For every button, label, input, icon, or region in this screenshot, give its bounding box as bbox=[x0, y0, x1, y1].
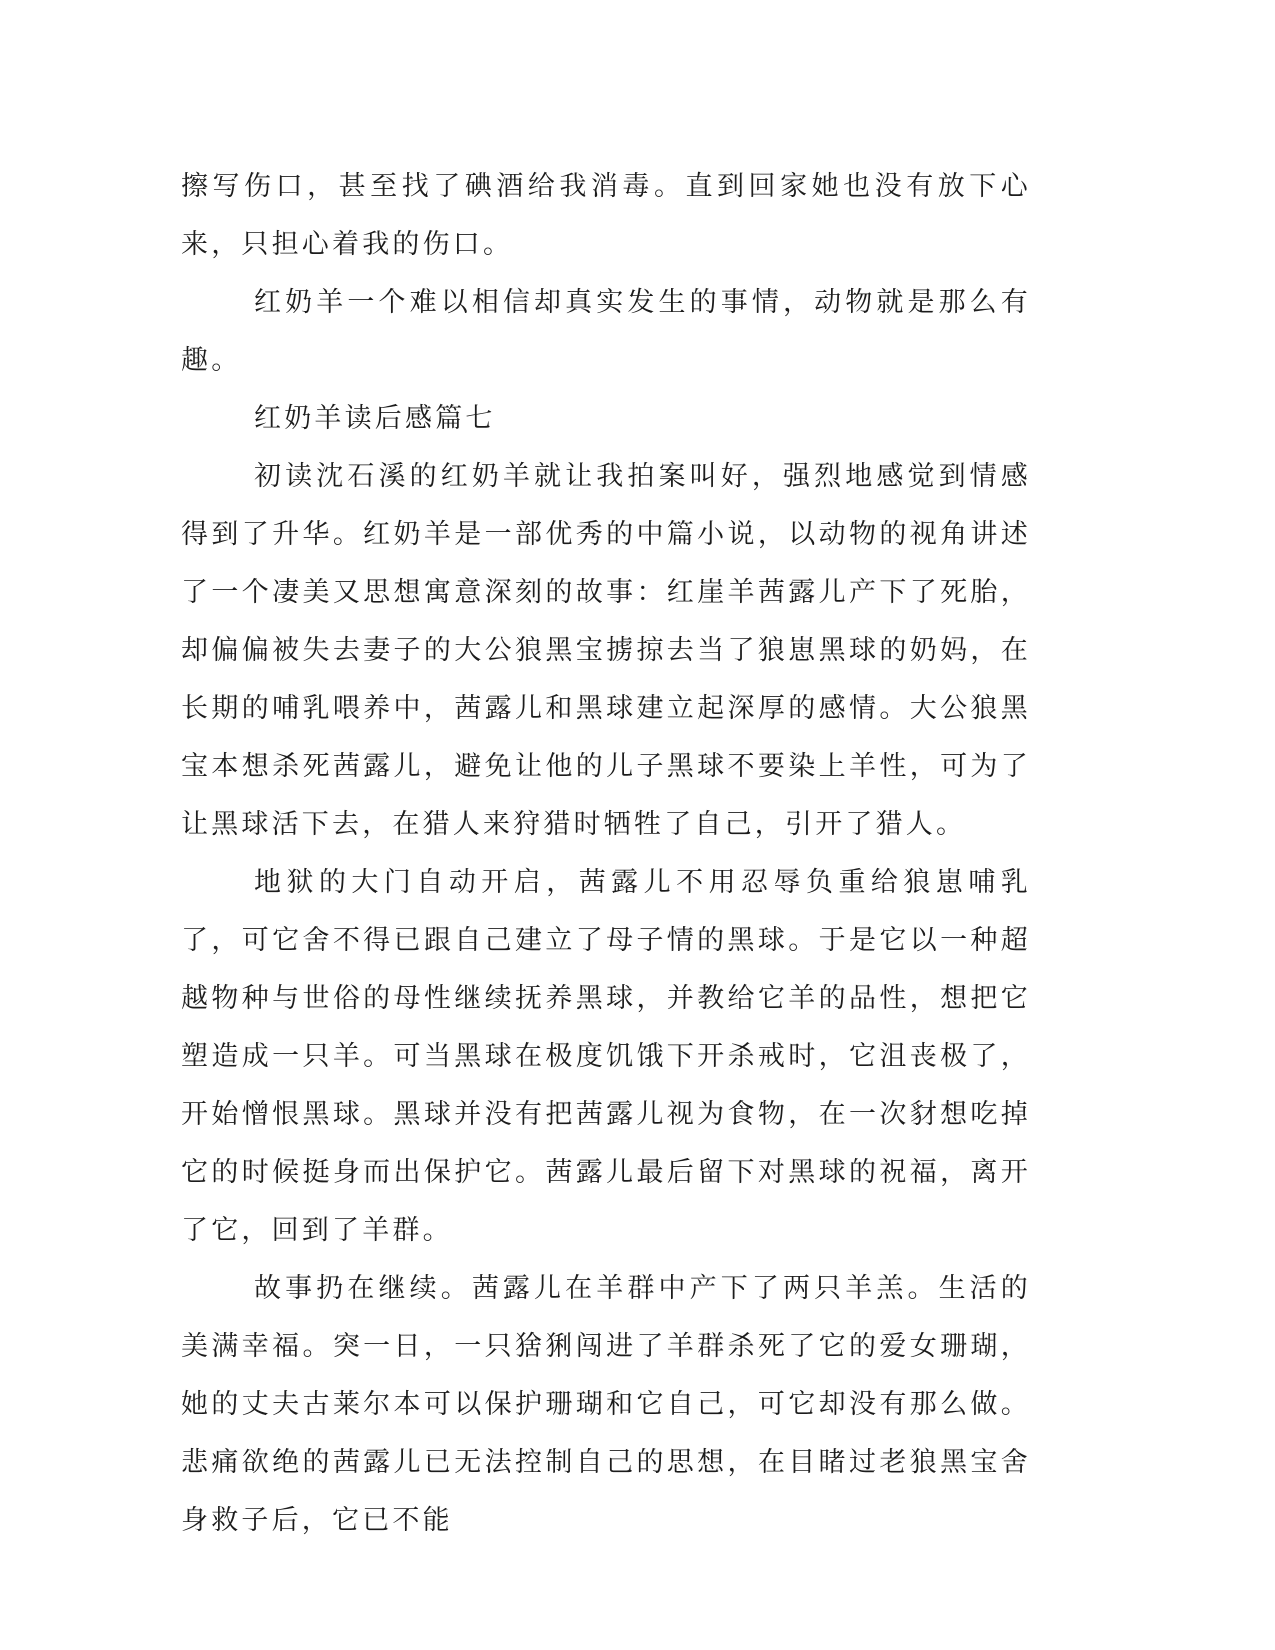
paragraph-story-middle: 地狱的大门自动开启，茜露儿不用忍辱负重给狼崽哺乳了，可它舍不得已跟自己建立了母子情的黑球。于是它以一种超越物种与世俗的母性继续抚养黑球，并教给它羊的品性，想把它塑造成一只羊。可当黑球在极度饥饿下开杀戒时，它沮丧极了，开始憎恨黑球。黑球并没有把茜露儿视为食物，在一次豺想吃掉它的时候挺身而出保护它。茜露儿最后留下对黑球的祝福，离开了它，回到了羊群。 bbox=[181, 867, 1031, 1246]
paragraph-intro: 初读沈石溪的红奶羊就让我拍案叫好，强烈地感觉到情感得到了升华。红奶羊是一部优秀的中篇小说，以动物的视角讲述了一个凄美又思想寓意深刻的故事：红崖羊茜露儿产下了死胎，却偏偏被失去妻子的大公狼黑宝掳掠去当了狼崽黑球的奶妈，在长期的哺乳喂养中，茜露儿和黑球建立起深厚的感情。大公狼黑宝本想杀死茜露儿，避免让他的儿子黑球不要染上羊性，可为了让黑球活下去，在猎人来狩猎时牺牲了自己，引开了猎人。 bbox=[181, 461, 1031, 840]
paragraph-summary: 红奶羊一个难以相信却真实发生的事情，动物就是那么有趣。 bbox=[181, 287, 1031, 376]
document-body bbox=[181, 158, 1031, 1550]
paragraph-story-continues: 故事扔在继续。茜露儿在羊群中产下了两只羊羔。生活的美满幸福。突一日，一只猞猁闯进了羊群杀死了它的爱女珊瑚，她的丈夫古莱尔本可以保护珊瑚和它自己，可它却没有那么做。悲痛欲绝的茜露儿已无法控制自己的思想，在目睹过老狼黑宝舍身救子后，它已不能 bbox=[181, 1273, 1031, 1536]
section-heading: 红奶羊读后感篇七 bbox=[254, 403, 496, 434]
paragraph-continuation: 擦写伤口，甚至找了碘酒给我消毒。直到回家她也没有放下心来，只担心着我的伤口。 bbox=[181, 171, 1031, 260]
